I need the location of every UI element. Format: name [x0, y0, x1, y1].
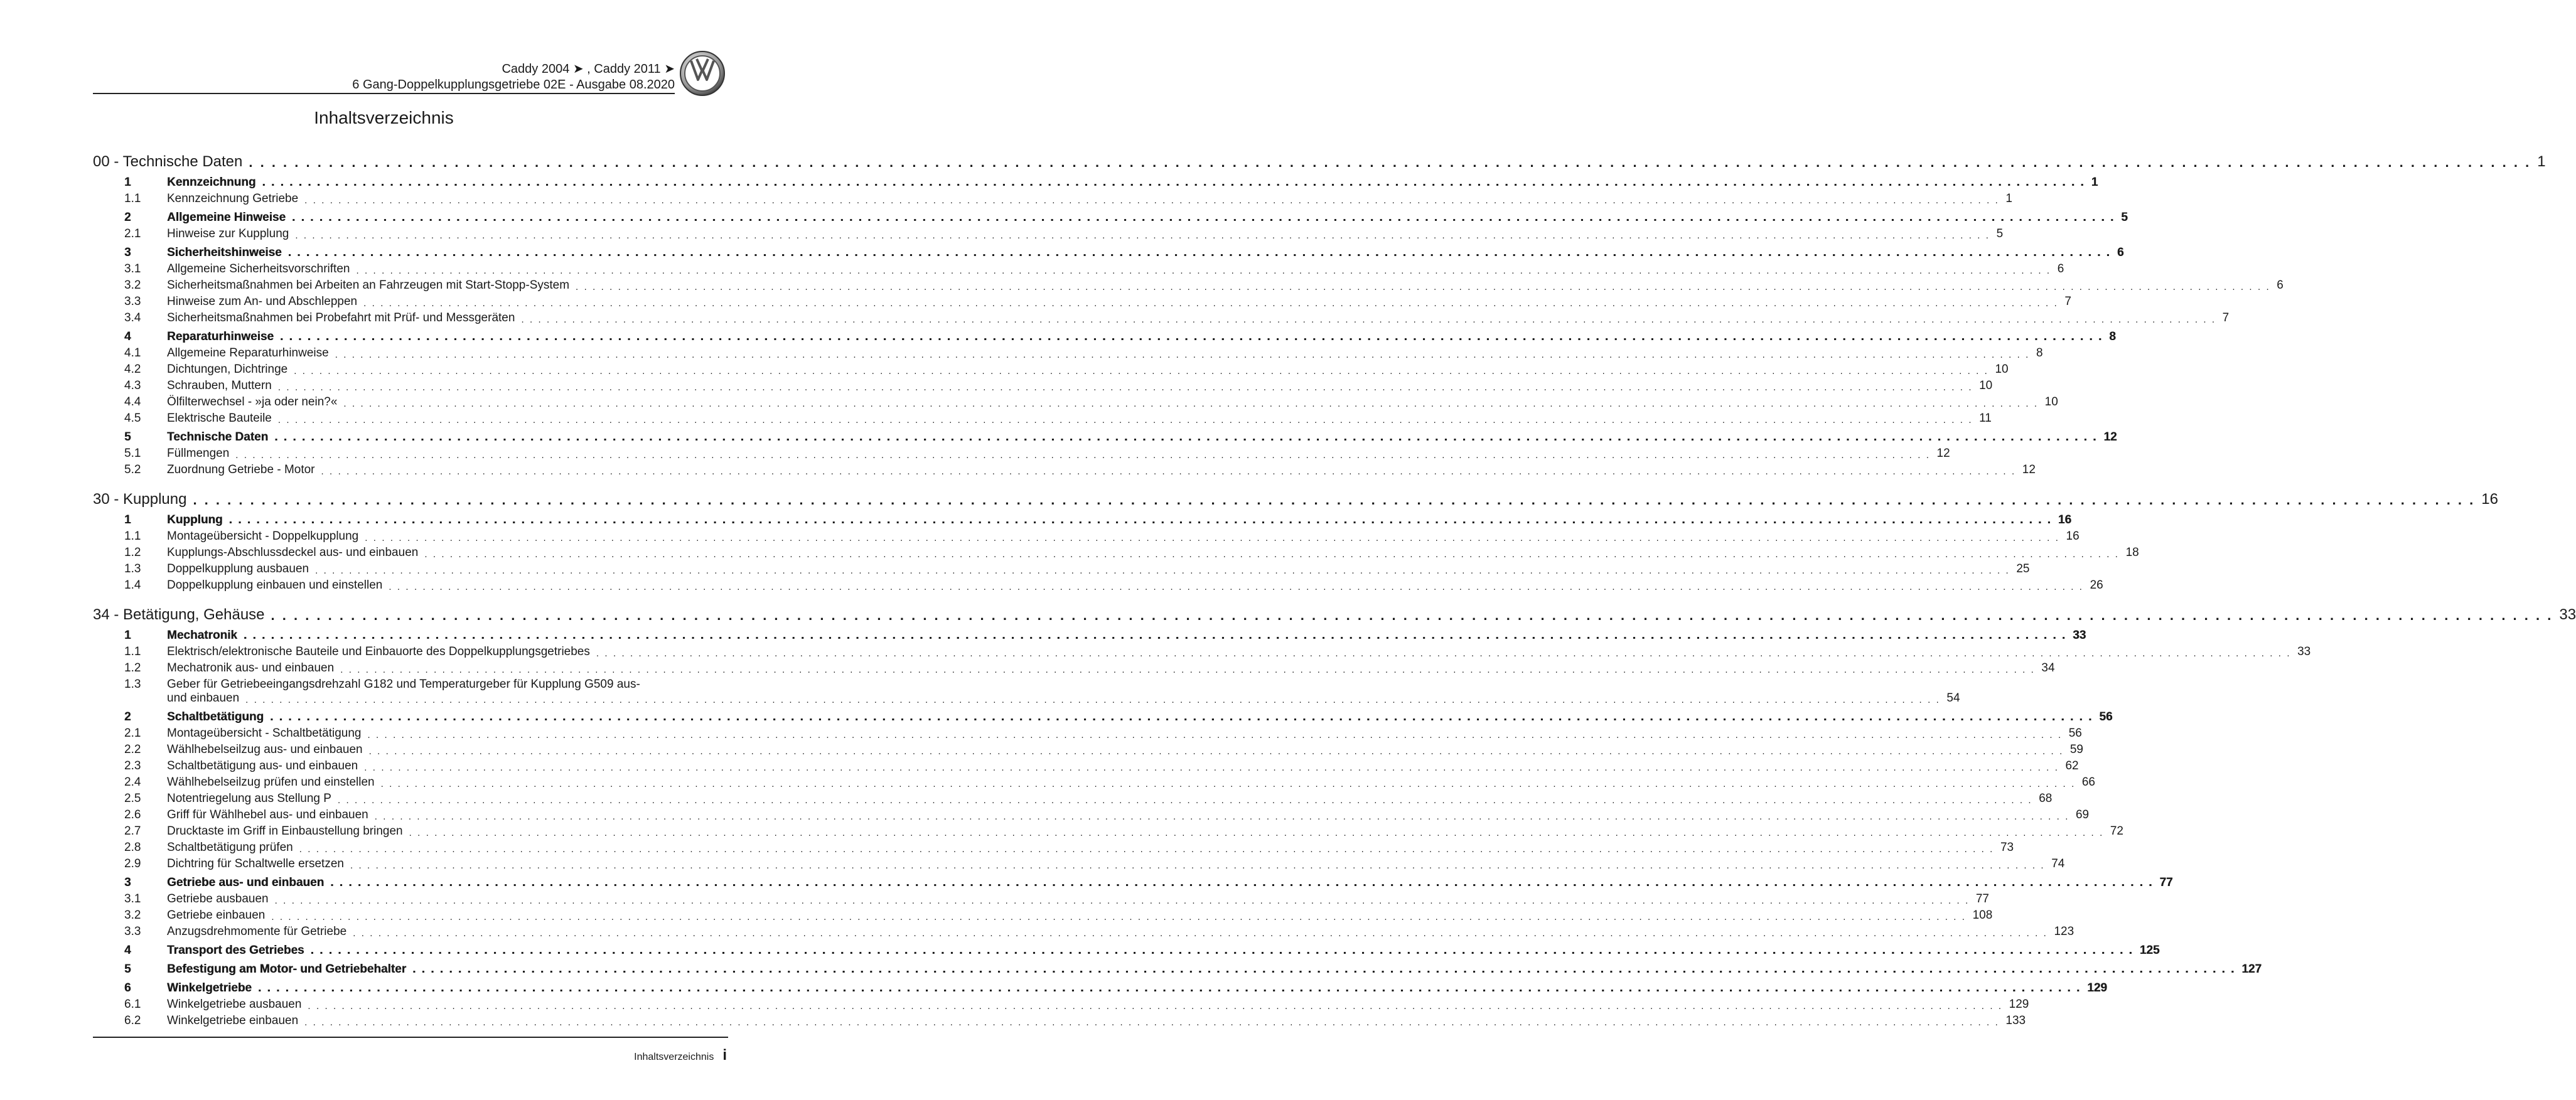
- toc-leader-dots: . . . . . . . . . . . . . . . . . . . . . . . . . . . . . . . . . . . . . . . . . . . . . . . . . . . . . . . . . . . . . . . . . . . . . . . . . . . . . . . . . . . . . . . . . . . . . . . . . . . . . . . . . . . . . . . . . . . . . . . . . . . . . . . . . . . . . . . . . . . . . . . . . . . . . . . . . . . . . . . . . . . . . . . . . . . . . . . . . . . . . . . . . . . . . . . . . . . . . . . .: [243, 629, 2067, 642]
- toc-number: 2.1: [124, 227, 141, 240]
- toc-leader-dots: . . . . . . . . . . . . . . . . . . . . . . . . . . . . . . . . . . . . . . . . . . . . . . . . . . . . . . . . . . . . . . . . . . . . . . . . . . . . . . . . . . . . . . . . . . . . . . . . . . . . . . . . . . . . . . . . . . . . . . . . . . . . . . . . . . . . . . . . . . . . . . . . . . . . . . . . . . . . . . . . . . . . . . . . . . . . . . . . . . . . . . . . . . . . . . . . . . . . . . . .: [292, 211, 2115, 224]
- toc-number: 4.4: [124, 395, 141, 408]
- toc-subsection: [124, 376, 1993, 393]
- toc-page-number: 108: [1972, 909, 1993, 922]
- toc-section: [124, 875, 2173, 890]
- toc-number: 1: [124, 629, 131, 642]
- toc-leader-dots: . . . . . . . . . . . . . . . . . . . . . . . . . . . . . . . . . . . . . . . . . . . . . . . . . . . . . . . . . . . . . . . . . . . . . . . . . . . . . . . . . . . . . . . . . . . . . . . . . . . . . . . . . . . . . . . . . . . . . . . . . . . . . . . . . . . . . . . . . . . . . . . . . . . . . . . . . . . . . . . . . . . . . . . . . . . . . . . . . . . . . . . . . . . . . . . . . . . . . . . .: [249, 154, 2531, 170]
- toc-page-number: 133: [2005, 1014, 2026, 1027]
- toc-number: 5.2: [124, 463, 141, 476]
- toc-page-number: 74: [2051, 857, 2065, 870]
- toc-label: Elektrisch/elektronische Bauteile und Einbauorte des Doppelkupplungsgetriebes: [167, 645, 590, 658]
- toc-label: Wählhebelseilzug aus- und einbauen: [167, 743, 363, 756]
- table-of-contents: [93, 152, 2576, 1028]
- toc-number: 6: [124, 981, 131, 995]
- toc-page-number: 6: [2117, 246, 2124, 259]
- toc-label: Allgemeine Hinweise: [167, 211, 286, 224]
- toc-page-number: 125: [2139, 944, 2160, 957]
- toc-label: Getriebe ausbauen: [167, 892, 269, 905]
- toc-number: 1: [124, 513, 131, 526]
- toc-page-number: 123: [2054, 925, 2074, 938]
- toc-page-number: 10: [2044, 395, 2058, 408]
- toc-leader-dots: . . . . . . . . . . . . . . . . . . . . . . . . . . . . . . . . . . . . . . . . . . . . . . . . . . . . . . . . . . . . . . . . . . . . . . . . . . . . . . . . . . . . . . . . . . . . . . . . . . . . . . . . . . . . . . . . . . . . . . . . . . . . . . . . . . . . . . . . . . . . . . . . . . . . . . . . . . . . . . . . . . . . . . . . . . . . . . . . . . . . . . . . . . . . . . . . . . . . . . . .: [257, 981, 2081, 995]
- toc-subsection: [124, 461, 2036, 477]
- toc-number: 6.2: [124, 1014, 141, 1027]
- toc-number: 2.8: [124, 841, 141, 854]
- toc-leader-dots: . . . . . . . . . . . . . . . . . . . . . . . . . . . . . . . . . . . . . . . . . . . . . . . . . . . . . . . . . . . . . . . . . . . . . . . . . . . . . . . . . . . . . . . . . . . . . . . . . . . . . . . . . . . . . . . . . . . . . . . . . . . . . . . . . . . . . . . . . . . . . . . . . . . . . . . . . . . . . . . . . . . . . . . . . . . . . . . . . . . . . . . . . . . . . . . . . . . . . . . .: [365, 533, 2060, 543]
- toc-number: 3.4: [124, 311, 141, 324]
- toc-leader-dots: . . . . . . . . . . . . . . . . . . . . . . . . . . . . . . . . . . . . . . . . . . . . . . . . . . . . . . . . . . . . . . . . . . . . . . . . . . . . . . . . . . . . . . . . . . . . . . . . . . . . . . . . . . . . . . . . . . . . . . . . . . . . . . . . . . . . . . . . . . . . . . . . . . . . . . . . . . . . . . . . . . . . . . . . . . . . . . . . . . . . . . . . . . . . . . . . . . . . . . . .: [245, 695, 1941, 705]
- toc-page-number: 5: [2121, 211, 2128, 224]
- toc-page-number: 1: [2537, 153, 2546, 170]
- toc-leader-dots: . . . . . . . . . . . . . . . . . . . . . . . . . . . . . . . . . . . . . . . . . . . . . . . . . . . . . . . . . . . . . . . . . . . . . . . . . . . . . . . . . . . . . . . . . . . . . . . . . . . . . . . . . . . . . . . . . . . . . . . . . . . . . . . . . . . . . . . . . . . . . . . . . . . . . . . . . . . . . . . . . . . . . . . . . . . . . . . . . . . . . . . . . . . . . . . . . . . . . . . .: [340, 665, 2036, 675]
- toc-subsection: [124, 393, 2058, 409]
- toc-leader-dots: . . . . . . . . . . . . . . . . . . . . . . . . . . . . . . . . . . . . . . . . . . . . . . . . . . . . . . . . . . . . . . . . . . . . . . . . . . . . . . . . . . . . . . . . . . . . . . . . . . . . . . . . . . . . . . . . . . . . . . . . . . . . . . . . . . . . . . . . . . . . . . . . . . . . . . . . . . . . . . . . . . . . . . . . . . . . . . . . . . . . . . . . . . . . . . . . . . . . . . . .: [363, 298, 2059, 309]
- toc-leader-dots: . . . . . . . . . . . . . . . . . . . . . . . . . . . . . . . . . . . . . . . . . . . . . . . . . . . . . . . . . . . . . . . . . . . . . . . . . . . . . . . . . . . . . . . . . . . . . . . . . . . . . . . . . . . . . . . . . . . . . . . . . . . . . . . . . . . . . . . . . . . . . . . . . . . . . . . . . . . . . . . . . . . . . . . . . . . . . . . . . . . . . . . . . . . . . . . . . . . . . . . .: [274, 430, 2098, 444]
- toc-number: 2.6: [124, 808, 141, 821]
- toc-leader-dots: . . . . . . . . . . . . . . . . . . . . . . . . . . . . . . . . . . . . . . . . . . . . . . . . . . . . . . . . . . . . . . . . . . . . . . . . . . . . . . . . . . . . . . . . . . . . . . . . . . . . . . . . . . . . . . . . . . . . . . . . . . . . . . . . . . . . . . . . . . . . . . . . . . . . . . . . . . . . . . . . . . . . . . . . . . . . . . . . . . . . . . . . . . . . . . . . . . . . . . . .: [596, 648, 2292, 659]
- toc-page-number: 12: [2103, 430, 2117, 444]
- toc-subsection: [124, 838, 2014, 855]
- toc-leader-dots: . . . . . . . . . . . . . . . . . . . . . . . . . . . . . . . . . . . . . . . . . . . . . . . . . . . . . . . . . . . . . . . . . . . . . . . . . . . . . . . . . . . . . . . . . . . . . . . . . . . . . . . . . . . . . . . . . . . . . . . . . . . . . . . . . . . . . . . . . . . . . . . . . . . . . . . . . . . . . . . . . . . . . . . . . . . . . . . . . . . . . . . . . . . . . . . . . . . . . . . .: [280, 330, 2103, 343]
- toc-label: 34 - Betätigung, Gehäuse: [93, 606, 265, 623]
- toc-number: 5: [124, 963, 131, 976]
- toc-subsection: [124, 576, 2103, 592]
- toc-page-number: 26: [2090, 579, 2103, 592]
- toc-number: 1.3: [124, 678, 141, 691]
- footer-rule: [93, 1037, 728, 1038]
- toc-subsection: [124, 292, 2071, 309]
- toc-page-number: 33: [2073, 629, 2086, 642]
- toc-number: 2.3: [124, 759, 141, 772]
- toc-page-number: 7: [2064, 295, 2071, 308]
- toc-label: Allgemeine Reparaturhinweise: [167, 346, 329, 360]
- toc-leader-dots: . . . . . . . . . . . . . . . . . . . . . . . . . . . . . . . . . . . . . . . . . . . . . . . . . . . . . . . . . . . . . . . . . . . . . . . . . . . . . . . . . . . . . . . . . . . . . . . . . . . . . . . . . . . . . . . . . . . . . . . . . . . . . . . . . . . . . . . . . . . . . . . . . . . . . . . . . . . . . . . . . . . . . . . . . . . . . . . . . . . . . . . . . . . . . . . . . . . . . . . .: [335, 350, 2030, 360]
- page-title: Inhaltsverzeichnis: [314, 108, 454, 127]
- toc-page-number: 6: [2057, 262, 2064, 275]
- toc-number: 2: [124, 211, 131, 224]
- toc-label: Schaltbetätigung prüfen: [167, 841, 293, 854]
- toc-subsection: [124, 995, 2029, 1012]
- toc-label: Allgemeine Sicherheitsvorschriften: [167, 262, 350, 275]
- toc-number: 2.4: [124, 776, 141, 789]
- toc-leader-dots: . . . . . . . . . . . . . . . . . . . . . . . . . . . . . . . . . . . . . . . . . . . . . . . . . . . . . . . . . . . . . . . . . . . . . . . . . . . . . . . . . . . . . . . . . . . . . . . . . . . . . . . . . . . . . . . . . . . . . . . . . . . . . . . . . . . . . . . . . . . . . . . . . . . . . . . . . . . . . . . . . . . . . . . . . . . . . . . . . . . . . . . . . . . . . . . . . . . . . . . .: [364, 762, 2059, 773]
- toc-subsection: [124, 409, 1992, 425]
- toc-number: 2.9: [124, 857, 141, 870]
- toc-number: 3: [124, 876, 131, 889]
- toc-number: 1.2: [124, 546, 141, 559]
- toc-page-number: 77: [2159, 876, 2173, 889]
- toc-leader-dots: . . . . . . . . . . . . . . . . . . . . . . . . . . . . . . . . . . . . . . . . . . . . . . . . . . . . . . . . . . . . . . . . . . . . . . . . . . . . . . . . . . . . . . . . . . . . . . . . . . . . . . . . . . . . . . . . . . . . . . . . . . . . . . . . . . . . . . . . . . . . . . . . . . . . . . . . . . . . . . . . . . . . . . . . . . . . . . . . . . . . . . . . . . . . . . . . . . . . . . . .: [337, 795, 2033, 806]
- toc-number: 3.3: [124, 925, 141, 938]
- toc-leader-dots: . . . . . . . . . . . . . . . . . . . . . . . . . . . . . . . . . . . . . . . . . . . . . . . . . . . . . . . . . . . . . . . . . . . . . . . . . . . . . . . . . . . . . . . . . . . . . . . . . . . . . . . . . . . . . . . . . . . . . . . . . . . . . . . . . . . . . . . . . . . . . . . . . . . . . . . . . . . . . . . . . . . . . . . . . . . . . . . . . . . . . . . . . . . . . . . . . . . . . . . .: [304, 195, 2000, 206]
- toc-leader-dots: . . . . . . . . . . . . . . . . . . . . . . . . . . . . . . . . . . . . . . . . . . . . . . . . . . . . . . . . . . . . . . . . . . . . . . . . . . . . . . . . . . . . . . . . . . . . . . . . . . . . . . . . . . . . . . . . . . . . . . . . . . . . . . . . . . . . . . . . . . . . . . . . . . . . . . . . . . . . . . . . . . . . . . . . . . . . . . . . . . . . . . . . . . . . . . . . . . . . . . . .: [367, 730, 2063, 740]
- toc-page-number: 54: [1946, 692, 1960, 705]
- toc-subsection: [124, 1012, 2026, 1028]
- toc-number: 5: [124, 430, 131, 444]
- toc-section: [124, 709, 2113, 724]
- toc-label: Sicherheitsmaßnahmen bei Probefahrt mit Prüf- und Messgeräten: [167, 311, 515, 324]
- toc-subsection: [124, 560, 2030, 576]
- toc-subsection: [124, 890, 1989, 906]
- toc-number: 2: [124, 710, 131, 724]
- toc-subsection: [124, 225, 2004, 241]
- toc-number: 3: [124, 246, 131, 259]
- toc-page-number: 56: [2068, 727, 2082, 740]
- toc-leader-dots: . . . . . . . . . . . . . . . . . . . . . . . . . . . . . . . . . . . . . . . . . . . . . . . . . . . . . . . . . . . . . . . . . . . . . . . . . . . . . . . . . . . . . . . . . . . . . . . . . . . . . . . . . . . . . . . . . . . . . . . . . . . . . . . . . . . . . . . . . . . . . . . . . . . . . . . . . . . . . . . . . . . . . . . . . . . . . . . . . . . . . . . . . . . . . . . . . . . . . . . .: [321, 466, 2016, 477]
- toc-leader-dots: . . . . . . . . . . . . . . . . . . . . . . . . . . . . . . . . . . . . . . . . . . . . . . . . . . . . . . . . . . . . . . . . . . . . . . . . . . . . . . . . . . . . . . . . . . . . . . . . . . . . . . . . . . . . . . . . . . . . . . . . . . . . . . . . . . . . . . . . . . . . . . . . . . . . . . . . . . . . . . . . . . . . . . . . . . . . . . . . . . . . . . . . . . . . . . . . . . . . . . . .: [374, 811, 2069, 822]
- toc-chapter: [93, 489, 2498, 508]
- toc-label: Mechatronik: [167, 629, 237, 642]
- toc-label: Kennzeichnung: [167, 176, 256, 189]
- toc-page-number: 8: [2036, 346, 2043, 360]
- toc-page-number: 1: [2005, 192, 2012, 205]
- toc-subsection: [124, 724, 2082, 740]
- toc-leader-dots: . . . . . . . . . . . . . . . . . . . . . . . . . . . . . . . . . . . . . . . . . . . . . . . . . . . . . . . . . . . . . . . . . . . . . . . . . . . . . . . . . . . . . . . . . . . . . . . . . . . . . . . . . . . . . . . . . . . . . . . . . . . . . . . . . . . . . . . . . . . . . . . . . . . . . . . . . . . . . . . . . . . . . . . . . . . . . . . . . . . . . . . . . . . . . . . . . . . . . . . .: [409, 828, 2104, 838]
- toc-label: 30 - Kupplung: [93, 491, 187, 508]
- toc-section: [124, 627, 2086, 643]
- toc-page-number: 34: [2041, 661, 2055, 675]
- toc-subsection: [124, 543, 2139, 560]
- toc-leader-dots: . . . . . . . . . . . . . . . . . . . . . . . . . . . . . . . . . . . . . . . . . . . . . . . . . . . . . . . . . . . . . . . . . . . . . . . . . . . . . . . . . . . . . . . . . . . . . . . . . . . . . . . . . . . . . . . . . . . . . . . . . . . . . . . . . . . . . . . . . . . . . . . . . . . . . . . . . . . . . . . . . . . . . . . . . . . . . . . . . . . . . . . . . . . . . . . . . . . . . . . .: [304, 1017, 2000, 1028]
- toc-number: 1.1: [124, 192, 141, 205]
- toc-page-number: 129: [2009, 998, 2029, 1011]
- toc-leader-dots: . . . . . . . . . . . . . . . . . . . . . . . . . . . . . . . . . . . . . . . . . . . . . . . . . . . . . . . . . . . . . . . . . . . . . . . . . . . . . . . . . . . . . . . . . . . . . . . . . . . . . . . . . . . . . . . . . . . . . . . . . . . . . . . . . . . . . . . . . . . . . . . . . . . . . . . . . . . . . . . . . . . . . . . . . . . . . . . . . . . . . . . . . . . . . . . . . . . . . . . .: [299, 844, 1994, 855]
- toc-subsection: [124, 309, 2230, 325]
- toc-section: [124, 429, 2117, 444]
- toc-leader-dots: . . . . . . . . . . . . . . . . . . . . . . . . . . . . . . . . . . . . . . . . . . . . . . . . . . . . . . . . . . . . . . . . . . . . . . . . . . . . . . . . . . . . . . . . . . . . . . . . . . . . . . . . . . . . . . . . . . . . . . . . . . . . . . . . . . . . . . . . . . . . . . . . . . . . . . . . . . . . . . . . . . . . . . . . . . . . . . . . . . . . . . . . . . . . . . . . . . . . . . . .: [193, 492, 2476, 508]
- toc-leader-dots: . . . . . . . . . . . . . . . . . . . . . . . . . . . . . . . . . . . . . . . . . . . . . . . . . . . . . . . . . . . . . . . . . . . . . . . . . . . . . . . . . . . . . . . . . . . . . . . . . . . . . . . . . . . . . . . . . . . . . . . . . . . . . . . . . . . . . . . . . . . . . . . . . . . . . . . . . . . . . . . . . . . . . . . . . . . . . . . . . . . . . . . . . . . . . . . . . . . . . . . .: [389, 582, 2084, 592]
- toc-label: Kennzeichnung Getriebe: [167, 192, 299, 205]
- toc-number: 4.2: [124, 363, 141, 376]
- footer-page-index: i: [722, 1047, 727, 1064]
- toc-leader-dots: . . . . . . . . . . . . . . . . . . . . . . . . . . . . . . . . . . . . . . . . . . . . . . . . . . . . . . . . . . . . . . . . . . . . . . . . . . . . . . . . . . . . . . . . . . . . . . . . . . . . . . . . . . . . . . . . . . . . . . . . . . . . . . . . . . . . . . . . . . . . . . . . . . . . . . . . . . . . . . . . . . . . . . . . . . . . . . . . . . . . . . . . . . . . . . . . . . . . . . . .: [287, 246, 2111, 259]
- toc-label: Zuordnung Getriebe - Motor: [167, 463, 315, 476]
- toc-leader-dots: . . . . . . . . . . . . . . . . . . . . . . . . . . . . . . . . . . . . . . . . . . . . . . . . . . . . . . . . . . . . . . . . . . . . . . . . . . . . . . . . . . . . . . . . . . . . . . . . . . . . . . . . . . . . . . . . . . . . . . . . . . . . . . . . . . . . . . . . . . . . . . . . . . . . . . . . . . . . . . . . . . . . . . . . . . . . . . . . . . . . . . . . . . . . . . . . . . . . . . . .: [343, 398, 2039, 409]
- toc-page-number: 16: [2481, 491, 2498, 508]
- toc-label: Dichtring für Schaltwelle ersetzen: [167, 857, 344, 870]
- toc-number: 4.5: [124, 412, 141, 425]
- page-footer: [634, 1047, 727, 1064]
- toc-leader-dots: . . . . . . . . . . . . . . . . . . . . . . . . . . . . . . . . . . . . . . . . . . . . . . . . . . . . . . . . . . . . . . . . . . . . . . . . . . . . . . . . . . . . . . . . . . . . . . . . . . . . . . . . . . . . . . . . . . . . . . . . . . . . . . . . . . . . . . . . . . . . . . . . . . . . . . . . . . . . . . . . . . . . . . . . . . . . . . . . . . . . . . . . . . . . . . . . . . . . . . . .: [271, 607, 2553, 623]
- toc-page-number: 77: [1975, 892, 1989, 905]
- toc-number: 5.1: [124, 447, 141, 460]
- toc-page-number: 73: [2000, 841, 2014, 854]
- toc-label: Hinweise zum An- und Abschleppen: [167, 295, 358, 308]
- toc-subsection: [124, 276, 2284, 292]
- toc-page-number: 33: [2297, 645, 2311, 658]
- toc-page-number: 129: [2087, 981, 2107, 995]
- toc-number: 6.1: [124, 998, 141, 1011]
- toc-label: Doppelkupplung einbauen und einstellen: [167, 579, 383, 592]
- toc-number: 3.1: [124, 262, 141, 275]
- toc-label: Anzugsdrehmomente für Getriebe: [167, 925, 347, 938]
- toc-label: Dichtungen, Dichtringe: [167, 363, 288, 376]
- toc-number: 1.1: [124, 530, 141, 543]
- toc-page-number: 1: [2091, 176, 2098, 189]
- toc-label: Winkelgetriebe: [167, 981, 252, 995]
- toc-number: 2.1: [124, 727, 141, 740]
- toc-page-number: 68: [2039, 792, 2053, 805]
- toc-leader-dots: . . . . . . . . . . . . . . . . . . . . . . . . . . . . . . . . . . . . . . . . . . . . . . . . . . . . . . . . . . . . . . . . . . . . . . . . . . . . . . . . . . . . . . . . . . . . . . . . . . . . . . . . . . . . . . . . . . . . . . . . . . . . . . . . . . . . . . . . . . . . . . . . . . . . . . . . . . . . . . . . . . . . . . . . . . . . . . . . . . . . . . . . . . . . . . . . . . . . . . . .: [277, 382, 1973, 393]
- toc-leader-dots: . . . . . . . . . . . . . . . . . . . . . . . . . . . . . . . . . . . . . . . . . . . . . . . . . . . . . . . . . . . . . . . . . . . . . . . . . . . . . . . . . . . . . . . . . . . . . . . . . . . . . . . . . . . . . . . . . . . . . . . . . . . . . . . . . . . . . . . . . . . . . . . . . . . . . . . . . . . . . . . . . . . . . . . . . . . . . . . . . . . . . . . . . . . . . . . . . . . . . . . .: [310, 944, 2133, 957]
- toc-number: 3.2: [124, 909, 141, 922]
- toc-leader-dots: . . . . . . . . . . . . . . . . . . . . . . . . . . . . . . . . . . . . . . . . . . . . . . . . . . . . . . . . . . . . . . . . . . . . . . . . . . . . . . . . . . . . . . . . . . . . . . . . . . . . . . . . . . . . . . . . . . . . . . . . . . . . . . . . . . . . . . . . . . . . . . . . . . . . . . . . . . . . . . . . . . . . . . . . . . . . . . . . . . . . . . . . . . . . . . . . . . . . . . . .: [424, 549, 2120, 560]
- toc-leader-dots: . . . . . . . . . . . . . . . . . . . . . . . . . . . . . . . . . . . . . . . . . . . . . . . . . . . . . . . . . . . . . . . . . . . . . . . . . . . . . . . . . . . . . . . . . . . . . . . . . . . . . . . . . . . . . . . . . . . . . . . . . . . . . . . . . . . . . . . . . . . . . . . . . . . . . . . . . . . . . . . . . . . . . . . . . . . . . . . . . . . . . . . . . . . . . . . . . . . . . . . .: [277, 415, 1973, 425]
- toc-page-number: 7: [2222, 311, 2230, 324]
- toc-leader-dots: . . . . . . . . . . . . . . . . . . . . . . . . . . . . . . . . . . . . . . . . . . . . . . . . . . . . . . . . . . . . . . . . . . . . . . . . . . . . . . . . . . . . . . . . . . . . . . . . . . . . . . . . . . . . . . . . . . . . . . . . . . . . . . . . . . . . . . . . . . . . . . . . . . . . . . . . . . . . . . . . . . . . . . . . . . . . . . . . . . . . . . . . . . . . . . . . . . . . . . . .: [350, 860, 2046, 871]
- toc-leader-dots: . . . . . . . . . . . . . . . . . . . . . . . . . . . . . . . . . . . . . . . . . . . . . . . . . . . . . . . . . . . . . . . . . . . . . . . . . . . . . . . . . . . . . . . . . . . . . . . . . . . . . . . . . . . . . . . . . . . . . . . . . . . . . . . . . . . . . . . . . . . . . . . . . . . . . . . . . . . . . . . . . . . . . . . . . . . . . . . . . . . . . . . . . . . . . . . . . . . . . . . .: [330, 876, 2154, 889]
- toc-label: Montageübersicht - Schaltbetätigung: [167, 727, 362, 740]
- toc-leader-dots: . . . . . . . . . . . . . . . . . . . . . . . . . . . . . . . . . . . . . . . . . . . . . . . . . . . . . . . . . . . . . . . . . . . . . . . . . . . . . . . . . . . . . . . . . . . . . . . . . . . . . . . . . . . . . . . . . . . . . . . . . . . . . . . . . . . . . . . . . . . . . . . . . . . . . . . . . . . . . . . . . . . . . . . . . . . . . . . . . . . . . . . . . . . . . . . . . . . . . . . .: [308, 1001, 2003, 1012]
- toc-label: Montageübersicht - Doppelkupplung: [167, 530, 359, 543]
- toc-page-number: 56: [2099, 710, 2113, 724]
- toc-page-number: 11: [1979, 412, 1992, 425]
- toc-leader-dots: . . . . . . . . . . . . . . . . . . . . . . . . . . . . . . . . . . . . . . . . . . . . . . . . . . . . . . . . . . . . . . . . . . . . . . . . . . . . . . . . . . . . . . . . . . . . . . . . . . . . . . . . . . . . . . . . . . . . . . . . . . . . . . . . . . . . . . . . . . . . . . . . . . . . . . . . . . . . . . . . . . . . . . . . . . . . . . . . . . . . . . . . . . . . . . . . . . . . . . . .: [270, 710, 2093, 724]
- toc-label: Ölfilterwechsel - »ja oder nein?«: [167, 395, 338, 408]
- toc-page-number: 69: [2075, 808, 2090, 821]
- toc-section: [124, 329, 2116, 344]
- toc-leader-dots: . . . . . . . . . . . . . . . . . . . . . . . . . . . . . . . . . . . . . . . . . . . . . . . . . . . . . . . . . . . . . . . . . . . . . . . . . . . . . . . . . . . . . . . . . . . . . . . . . . . . . . . . . . . . . . . . . . . . . . . . . . . . . . . . . . . . . . . . . . . . . . . . . . . . . . . . . . . . . . . . . . . . . . . . . . . . . . . . . . . . . . . . . . . . . . . . . . . . . . . .: [271, 912, 1967, 922]
- toc-leader-dots: . . . . . . . . . . . . . . . . . . . . . . . . . . . . . . . . . . . . . . . . . . . . . . . . . . . . . . . . . . . . . . . . . . . . . . . . . . . . . . . . . . . . . . . . . . . . . . . . . . . . . . . . . . . . . . . . . . . . . . . . . . . . . . . . . . . . . . . . . . . . . . . . . . . . . . . . . . . . . . . . . . . . . . . . . . . . . . . . . . . . . . . . . . . . . . . . . . . . . . . .: [356, 265, 2051, 276]
- toc-leader-dots: . . . . . . . . . . . . . . . . . . . . . . . . . . . . . . . . . . . . . . . . . . . . . . . . . . . . . . . . . . . . . . . . . . . . . . . . . . . . . . . . . . . . . . . . . . . . . . . . . . . . . . . . . . . . . . . . . . . . . . . . . . . . . . . . . . . . . . . . . . . . . . . . . . . . . . . . . . . . . . . . . . . . . . . . . . . . . . . . . . . . . . . . . . . . . . . . . . . . . . . .: [295, 230, 1990, 241]
- toc-label: Sicherheitshinweise: [167, 246, 282, 259]
- toc-label: Winkelgetriebe ausbauen: [167, 998, 302, 1011]
- toc-page-number: 72: [2110, 825, 2123, 838]
- toc-label: und einbauen: [167, 692, 240, 705]
- toc-label: Mechatronik aus- und einbauen: [167, 661, 335, 675]
- toc-page-number: 25: [2016, 562, 2030, 575]
- toc-page-number: 5: [1996, 227, 2004, 240]
- toc-section: [124, 961, 2262, 976]
- footer-label: Inhaltsverzeichnis: [634, 1052, 714, 1062]
- toc-leader-dots: . . . . . . . . . . . . . . . . . . . . . . . . . . . . . . . . . . . . . . . . . . . . . . . . . . . . . . . . . . . . . . . . . . . . . . . . . . . . . . . . . . . . . . . . . . . . . . . . . . . . . . . . . . . . . . . . . . . . . . . . . . . . . . . . . . . . . . . . . . . . . . . . . . . . . . . . . . . . . . . . . . . . . . . . . . . . . . . . . . . . . . . . . . . . . . . . . . . . . . . .: [576, 282, 2271, 292]
- toc-subsection: [124, 806, 2090, 822]
- toc-label: Transport des Getriebes: [167, 944, 304, 957]
- toc-label: Füllmengen: [167, 447, 230, 460]
- toc-label: Kupplung: [167, 513, 223, 526]
- header-models: Caddy 2004 ➤ , Caddy 2011 ➤: [502, 62, 675, 76]
- toc-leader-dots: . . . . . . . . . . . . . . . . . . . . . . . . . . . . . . . . . . . . . . . . . . . . . . . . . . . . . . . . . . . . . . . . . . . . . . . . . . . . . . . . . . . . . . . . . . . . . . . . . . . . . . . . . . . . . . . . . . . . . . . . . . . . . . . . . . . . . . . . . . . . . . . . . . . . . . . . . . . . . . . . . . . . . . . . . . . . . . . . . . . . . . . . . . . . . . . . . . . . . . . .: [228, 513, 2052, 526]
- toc-label: Drucktaste im Griff in Einbaustellung bringen: [167, 825, 403, 838]
- toc-subsection: [124, 444, 1950, 461]
- page-header: [93, 61, 675, 93]
- toc-section: [124, 245, 2124, 260]
- toc-subsection: [124, 527, 2080, 543]
- toc-subsection: [124, 344, 2043, 360]
- toc-subsection: [124, 643, 2311, 659]
- toc-page-number: 16: [2066, 530, 2080, 543]
- toc-number: 1.2: [124, 661, 141, 675]
- toc-number: 1.1: [124, 645, 141, 658]
- toc-subsection: [124, 659, 2055, 675]
- toc-label: Schrauben, Muttern: [167, 379, 272, 392]
- toc-leader-dots: . . . . . . . . . . . . . . . . . . . . . . . . . . . . . . . . . . . . . . . . . . . . . . . . . . . . . . . . . . . . . . . . . . . . . . . . . . . . . . . . . . . . . . . . . . . . . . . . . . . . . . . . . . . . . . . . . . . . . . . . . . . . . . . . . . . . . . . . . . . . . . . . . . . . . . . . . . . . . . . . . . . . . . . . . . . . . . . . . . . . . . . . . . . . . . . . . . . . . . . .: [274, 895, 1970, 906]
- toc-subsection: [124, 740, 2083, 757]
- toc-number: 1.3: [124, 562, 141, 575]
- toc-number: 3.3: [124, 295, 141, 308]
- toc-label: Doppelkupplung ausbauen: [167, 562, 309, 575]
- toc-label: Befestigung am Motor- und Getriebehalter: [167, 963, 407, 976]
- toc-subsection: [124, 260, 2064, 276]
- toc-label: Hinweise zur Kupplung: [167, 227, 289, 240]
- toc-leader-dots: . . . . . . . . . . . . . . . . . . . . . . . . . . . . . . . . . . . . . . . . . . . . . . . . . . . . . . . . . . . . . . . . . . . . . . . . . . . . . . . . . . . . . . . . . . . . . . . . . . . . . . . . . . . . . . . . . . . . . . . . . . . . . . . . . . . . . . . . . . . . . . . . . . . . . . . . . . . . . . . . . . . . . . . . . . . . . . . . . . . . . . . . . . . . . . . . . . . . . . . .: [353, 928, 2048, 939]
- toc-label: Schaltbetätigung: [167, 710, 264, 724]
- toc-label: Geber für Getriebeeingangsdrehzahl G182 und Temperaturgeber für Kupplung G509 aus-: [167, 678, 640, 691]
- toc-number: 3.1: [124, 892, 141, 905]
- header-rule: [93, 93, 675, 94]
- toc-section: [124, 512, 2072, 527]
- toc-subsection: [124, 822, 2123, 838]
- toc-leader-dots: . . . . . . . . . . . . . . . . . . . . . . . . . . . . . . . . . . . . . . . . . . . . . . . . . . . . . . . . . . . . . . . . . . . . . . . . . . . . . . . . . . . . . . . . . . . . . . . . . . . . . . . . . . . . . . . . . . . . . . . . . . . . . . . . . . . . . . . . . . . . . . . . . . . . . . . . . . . . . . . . . . . . . . . . . . . . . . . . . . . . . . . . . . . . . . . . . . . . . . . .: [368, 746, 2064, 757]
- toc-label: Getriebe aus- und einbauen: [167, 876, 325, 889]
- toc-number: 2.2: [124, 743, 141, 756]
- toc-leader-dots: . . . . . . . . . . . . . . . . . . . . . . . . . . . . . . . . . . . . . . . . . . . . . . . . . . . . . . . . . . . . . . . . . . . . . . . . . . . . . . . . . . . . . . . . . . . . . . . . . . . . . . . . . . . . . . . . . . . . . . . . . . . . . . . . . . . . . . . . . . . . . . . . . . . . . . . . . . . . . . . . . . . . . . . . . . . . . . . . . . . . . . . . . . . . . . . . . . . . . . . .: [235, 450, 1931, 461]
- toc-subsection: [124, 675, 728, 692]
- toc-section: [124, 174, 2098, 190]
- toc-section: [124, 942, 2160, 958]
- toc-label: Schaltbetätigung aus- und einbauen: [167, 759, 358, 772]
- toc-page-number: 10: [1995, 363, 2009, 376]
- toc-number: 2.5: [124, 792, 141, 805]
- vw-logo-icon: [679, 50, 726, 97]
- toc-leader-dots: . . . . . . . . . . . . . . . . . . . . . . . . . . . . . . . . . . . . . . . . . . . . . . . . . . . . . . . . . . . . . . . . . . . . . . . . . . . . . . . . . . . . . . . . . . . . . . . . . . . . . . . . . . . . . . . . . . . . . . . . . . . . . . . . . . . . . . . . . . . . . . . . . . . . . . . . . . . . . . . . . . . . . . . . . . . . . . . . . . . . . . . . . . . . . . . . . . . . . . . .: [262, 176, 2085, 189]
- toc-leader-dots: . . . . . . . . . . . . . . . . . . . . . . . . . . . . . . . . . . . . . . . . . . . . . . . . . . . . . . . . . . . . . . . . . . . . . . . . . . . . . . . . . . . . . . . . . . . . . . . . . . . . . . . . . . . . . . . . . . . . . . . . . . . . . . . . . . . . . . . . . . . . . . . . . . . . . . . . . . . . . . . . . . . . . . . . . . . . . . . . . . . . . . . . . . . . . . . . . . . . . . . .: [315, 565, 2010, 576]
- toc-page-number: 127: [2241, 963, 2262, 976]
- toc-number: 4.3: [124, 379, 141, 392]
- toc-leader-dots: . . . . . . . . . . . . . . . . . . . . . . . . . . . . . . . . . . . . . . . . . . . . . . . . . . . . . . . . . . . . . . . . . . . . . . . . . . . . . . . . . . . . . . . . . . . . . . . . . . . . . . . . . . . . . . . . . . . . . . . . . . . . . . . . . . . . . . . . . . . . . . . . . . . . . . . . . . . . . . . . . . . . . . . . . . . . . . . . . . . . . . . . . . . . . . . . . . . . . . . .: [294, 366, 1989, 376]
- header-subtitle: 6 Gang-Doppelkupplungsgetriebe 02E - Ausgabe 08.2020: [352, 78, 675, 92]
- toc-number: 4: [124, 330, 131, 343]
- toc-page-number: 12: [1936, 447, 1950, 460]
- toc-chapter: [93, 152, 2546, 171]
- toc-label: 00 - Technische Daten: [93, 153, 243, 170]
- toc-subsection: [124, 922, 2074, 939]
- toc-leader-dots: . . . . . . . . . . . . . . . . . . . . . . . . . . . . . . . . . . . . . . . . . . . . . . . . . . . . . . . . . . . . . . . . . . . . . . . . . . . . . . . . . . . . . . . . . . . . . . . . . . . . . . . . . . . . . . . . . . . . . . . . . . . . . . . . . . . . . . . . . . . . . . . . . . . . . . . . . . . . . . . . . . . . . . . . . . . . . . . . . . . . . . . . . . . . . . . . . . . . . . . .: [521, 314, 2216, 325]
- toc-number: 3.2: [124, 279, 141, 292]
- toc-leader-dots: . . . . . . . . . . . . . . . . . . . . . . . . . . . . . . . . . . . . . . . . . . . . . . . . . . . . . . . . . . . . . . . . . . . . . . . . . . . . . . . . . . . . . . . . . . . . . . . . . . . . . . . . . . . . . . . . . . . . . . . . . . . . . . . . . . . . . . . . . . . . . . . . . . . . . . . . . . . . . . . . . . . . . . . . . . . . . . . . . . . . . . . . . . . . . . . . . . . . . . . .: [380, 779, 2076, 789]
- toc-subsection: [124, 855, 2065, 871]
- toc-subsection: [124, 906, 1993, 922]
- toc-subsection: [124, 360, 2009, 376]
- toc-label: Reparaturhinweise: [167, 330, 274, 343]
- toc-label: Technische Daten: [167, 430, 269, 444]
- toc-label: Getriebe einbauen: [167, 909, 266, 922]
- toc-label: Elektrische Bauteile: [167, 412, 272, 425]
- toc-page-number: 10: [1979, 379, 1993, 392]
- toc-page-number: 18: [2125, 546, 2139, 559]
- toc-leader-dots: . . . . . . . . . . . . . . . . . . . . . . . . . . . . . . . . . . . . . . . . . . . . . . . . . . . . . . . . . . . . . . . . . . . . . . . . . . . . . . . . . . . . . . . . . . . . . . . . . . . . . . . . . . . . . . . . . . . . . . . . . . . . . . . . . . . . . . . . . . . . . . . . . . . . . . . . . . . . . . . . . . . . . . . . . . . . . . . . . . . . . . . . . . . . . . . . . . . . . . . .: [412, 963, 2236, 976]
- toc-page-number: 12: [2022, 463, 2036, 476]
- toc-number: 1.4: [124, 579, 141, 592]
- toc-page-number: 8: [2109, 330, 2116, 343]
- toc-section: [124, 980, 2107, 995]
- toc-page-number: 62: [2065, 759, 2079, 772]
- toc-label: Griff für Wählhebel aus- und einbauen: [167, 808, 368, 821]
- toc-subsection: [124, 773, 2095, 789]
- toc-page-number: 33: [2559, 606, 2576, 623]
- toc-page-number: 59: [2069, 743, 2083, 756]
- toc-number: 1: [124, 176, 131, 189]
- toc-number: 4.1: [124, 346, 141, 360]
- toc-label: Wählhebelseilzug prüfen und einstellen: [167, 776, 375, 789]
- toc-subsection-continued: [124, 692, 1960, 705]
- toc-page-number: 66: [2081, 776, 2095, 789]
- toc-label: Notentriegelung aus Stellung P: [167, 792, 331, 805]
- toc-chapter: [93, 605, 2576, 624]
- toc-subsection: [124, 757, 2079, 773]
- toc-number: 4: [124, 944, 131, 957]
- toc-label: Winkelgetriebe einbauen: [167, 1014, 299, 1027]
- toc-label: Kupplungs-Abschlussdeckel aus- und einbauen: [167, 546, 419, 559]
- toc-number: 2.7: [124, 825, 141, 838]
- toc-subsection: [124, 789, 2053, 806]
- toc-label: Sicherheitsmaßnahmen bei Arbeiten an Fahrzeugen mit Start-Stopp-System: [167, 279, 570, 292]
- toc-section: [124, 210, 2128, 225]
- toc-subsection: [124, 190, 2012, 206]
- toc-page-number: 6: [2277, 279, 2284, 292]
- toc-page-number: 16: [2058, 513, 2072, 526]
